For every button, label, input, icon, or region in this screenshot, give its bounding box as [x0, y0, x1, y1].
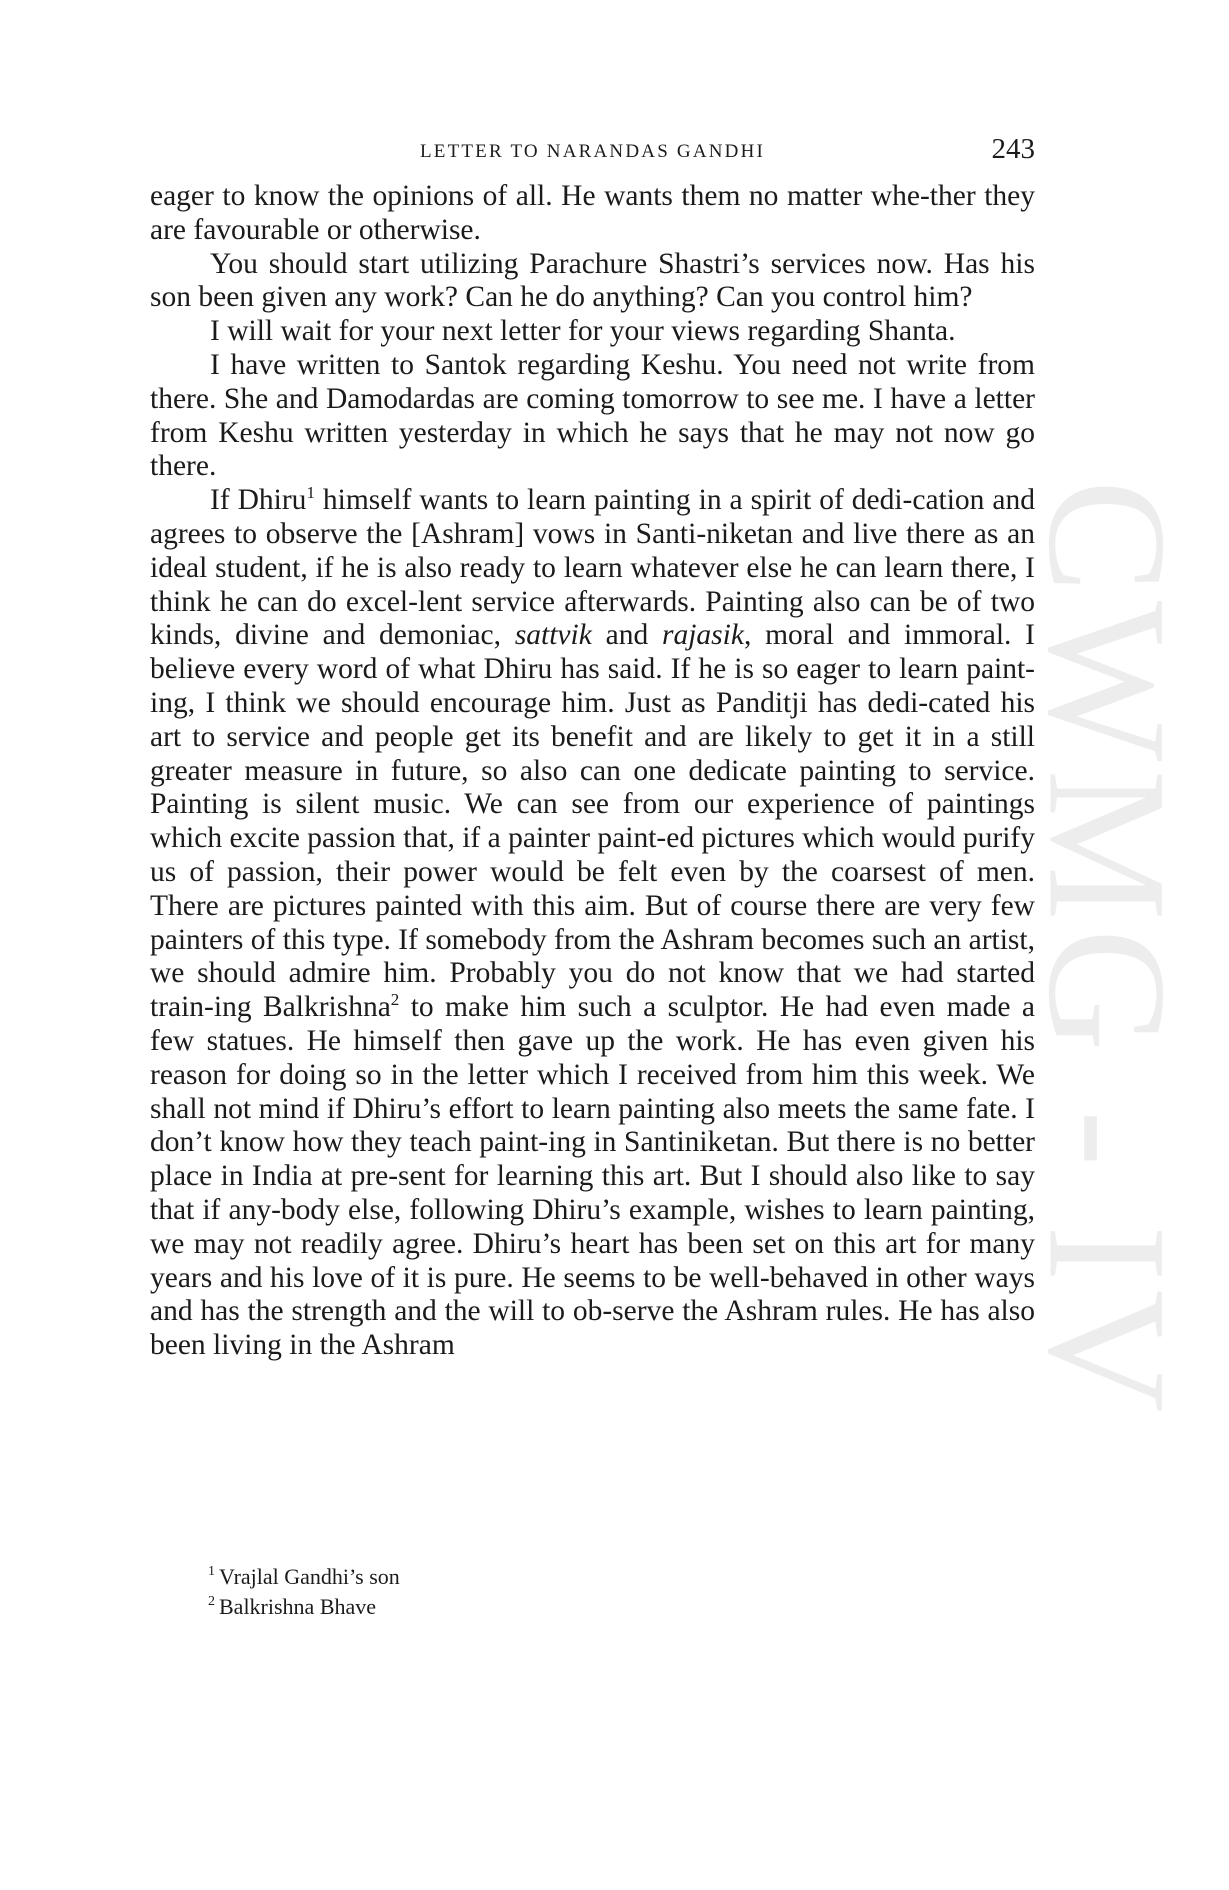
text-run: himself wants to learn painting in a spirit of dedi-cation and agrees to observe the [Ashram] vows in Santi-niketan and live there as an ideal student, if he is also ready to learn whatever else he can learn there, I think he can do excel-lent service afterwards. Painting also can be of two kinds, divine and demoniac,: [150, 484, 1035, 652]
paragraph-2: You should start utilizing Parachure Shastri’s services now. Has his son been given any work? Can he do anything? Can you control him?: [150, 247, 1035, 314]
paragraph-1: eager to know the opinions of all. He wants them no matter whe-ther they are favourable or otherwise.: [150, 180, 1035, 246]
footnote-2: [208, 1592, 908, 1622]
italic-term-sattvik: sattvik: [514, 619, 592, 652]
footnote-ref-2: 2: [390, 990, 400, 1010]
footnote-ref-1: 1: [306, 483, 315, 503]
watermark-text: CWMG - IV: [1013, 479, 1202, 1421]
running-title: LETTER TO NARANDAS GANDHI: [419, 141, 766, 162]
body-text: [150, 180, 1035, 1363]
footnote-text: Vrajlal Gandhi’s son: [219, 1564, 400, 1589]
footnote-mark: 1: [208, 1564, 215, 1579]
footnote-1: [208, 1562, 908, 1592]
footnote-text: Balkrishna Bhave: [219, 1594, 377, 1619]
paragraph-4: I have written to Santok regarding Keshu. You need not write from there. She and Damodardas are coming tomorrow to see me. I have a letter from Keshu written yesterday in which he says that he may not now go there.: [150, 348, 1035, 483]
footnotes: [208, 1562, 908, 1622]
page-number: 243: [991, 133, 1035, 165]
text-run: and: [591, 619, 662, 652]
paragraph-3: I will wait for your next letter for your views regarding Shanta.: [210, 315, 956, 348]
italic-term-rajasik: rajasik: [661, 619, 744, 652]
footnote-mark: 2: [208, 1594, 215, 1609]
paragraph-5: [150, 484, 1035, 1363]
watermark: [1012, 479, 1202, 1421]
text-run: , moral and immoral. I believe every word of what Dhiru has said. If he is so eager to learn paint-ing, I think we should encourage him. Just as Panditji has dedi-cated his art to service and people get its benefit and are likely to get it in a still greater measure in future, so also can one dedicate painting to service. Painting is silent music. We can see from our experience of paintings which excite passion that, if a painter paint-ed pictures which would purify us of passion, their power would be felt even by the coarsest of men. There are pictures painted with this aim. But of course there are very few painters of this type. If somebody from the Ashram becomes such an artist, we should admire him. Probably you do not know that we had started train-ing Balkrishna: [150, 619, 1035, 1024]
text-run: to make him such a sculptor. He had even made a few statues. He himself then gave up the work. He has even given his reason for doing so in the letter which I received from him this week. We shall not mind if Dhiru’s effort to learn painting also meets the same fate. I don’t know how they teach paint-ing in Santiniketan. But there is no better place in India at pre-sent for learning this art. But I should also like to say that if any-body else, following Dhiru’s example, wishes to learn painting, we may not readily agree. Dhiru’s heart has been set on this art for many years and his love of it is pure. He seems to be well-behaved in other ways and has the strength and the will to ob-serve the Ashram rules. He has also been living in the Ashram: [150, 991, 1035, 1362]
text-run: If Dhiru: [210, 484, 307, 517]
running-head: [150, 133, 1035, 177]
